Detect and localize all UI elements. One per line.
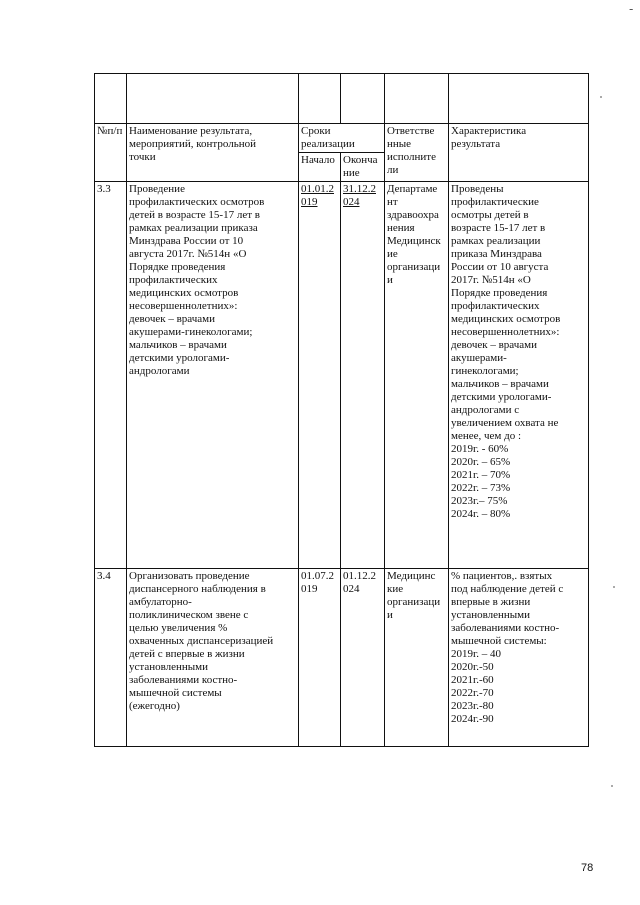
table-row bbox=[95, 569, 589, 747]
header-responsible: Ответстве нные исполните ли bbox=[385, 124, 449, 182]
blank-cell bbox=[299, 74, 341, 124]
header-num: №п/п bbox=[95, 124, 127, 182]
row-end-date: 31.12.2 024 bbox=[341, 182, 385, 569]
scan-artifact bbox=[600, 96, 602, 98]
blank-cell bbox=[95, 74, 127, 124]
header-result: Характеристика результата bbox=[449, 124, 589, 182]
header-terms: Сроки реализации bbox=[299, 124, 385, 153]
row-start-date: 01.01.2 019 bbox=[299, 182, 341, 569]
corner-mark: - bbox=[629, 2, 634, 16]
header-row bbox=[95, 124, 589, 153]
page-number: 78 bbox=[581, 862, 594, 874]
header-name: Наименование результата, мероприятий, контрольной точки bbox=[127, 124, 299, 182]
row-name: Организовать проведение диспансерного наблюдения в амбулаторно- поликлиническом звене с целью увеличения % охваченных диспансеризацией детей с впервые в жизни установленными заболеваниями костно- мышечной системы (ежегодно) bbox=[127, 569, 299, 747]
row-result: Проведены профилактические осмотры детей в возрасте 15-17 лет в рамках реализации приказа Минздрава России от 10 августа 2017г. №514н «О Порядке проведения профилактических медицинских осмотров несовершеннолетних»: девочек – врачами акушерами- гинекологами; мальчиков – врачами детскими урологами- андрологами с увеличением охвата не менее, чем до : 2019г. - 60% 2020г. – 65% 2021г. – 70% 2022г. – 73% 2023г.– 75% 2024г. – 80% bbox=[449, 182, 589, 569]
row-start-date: 01.07.2 019 bbox=[299, 569, 341, 747]
blank-cell bbox=[341, 74, 385, 124]
row-responsible: Медицинс кие организаци и bbox=[385, 569, 449, 747]
blank-cell bbox=[449, 74, 589, 124]
row-end-date: 01.12.2 024 bbox=[341, 569, 385, 747]
blank-header-row bbox=[95, 74, 589, 124]
header-start: Начало bbox=[299, 153, 341, 182]
row-result: % пациентов,. взятых под наблюдение детей с впервые в жизни установленными заболеваниями костно- мышечной системы: 2019г. – 40 2020г.-50 2021г.-60 2022г.-70 2023г.-80 2024г.-90 bbox=[449, 569, 589, 747]
table-row bbox=[95, 182, 589, 569]
activities-table bbox=[94, 73, 589, 747]
header-end: Оконча ние bbox=[341, 153, 385, 182]
row-num: 3.4 bbox=[95, 569, 127, 747]
blank-cell bbox=[127, 74, 299, 124]
row-name: Проведение профилактических осмотров детей в возрасте 15-17 лет в рамках реализации приказа Минздрава России от 10 августа 2017г. №514н «О Порядке проведения профилактических медицинских осмотров несовершеннолетних»: девочек – врачами акушерами-гинекологами; мальчиков – врачами детскими урологами- андрологами bbox=[127, 182, 299, 569]
scan-artifact bbox=[611, 785, 613, 787]
scan-artifact bbox=[613, 586, 615, 588]
row-num: 3.3 bbox=[95, 182, 127, 569]
blank-cell bbox=[385, 74, 449, 124]
row-responsible: Департаме нт здравоохра нения Медицинск ие организаци и bbox=[385, 182, 449, 569]
